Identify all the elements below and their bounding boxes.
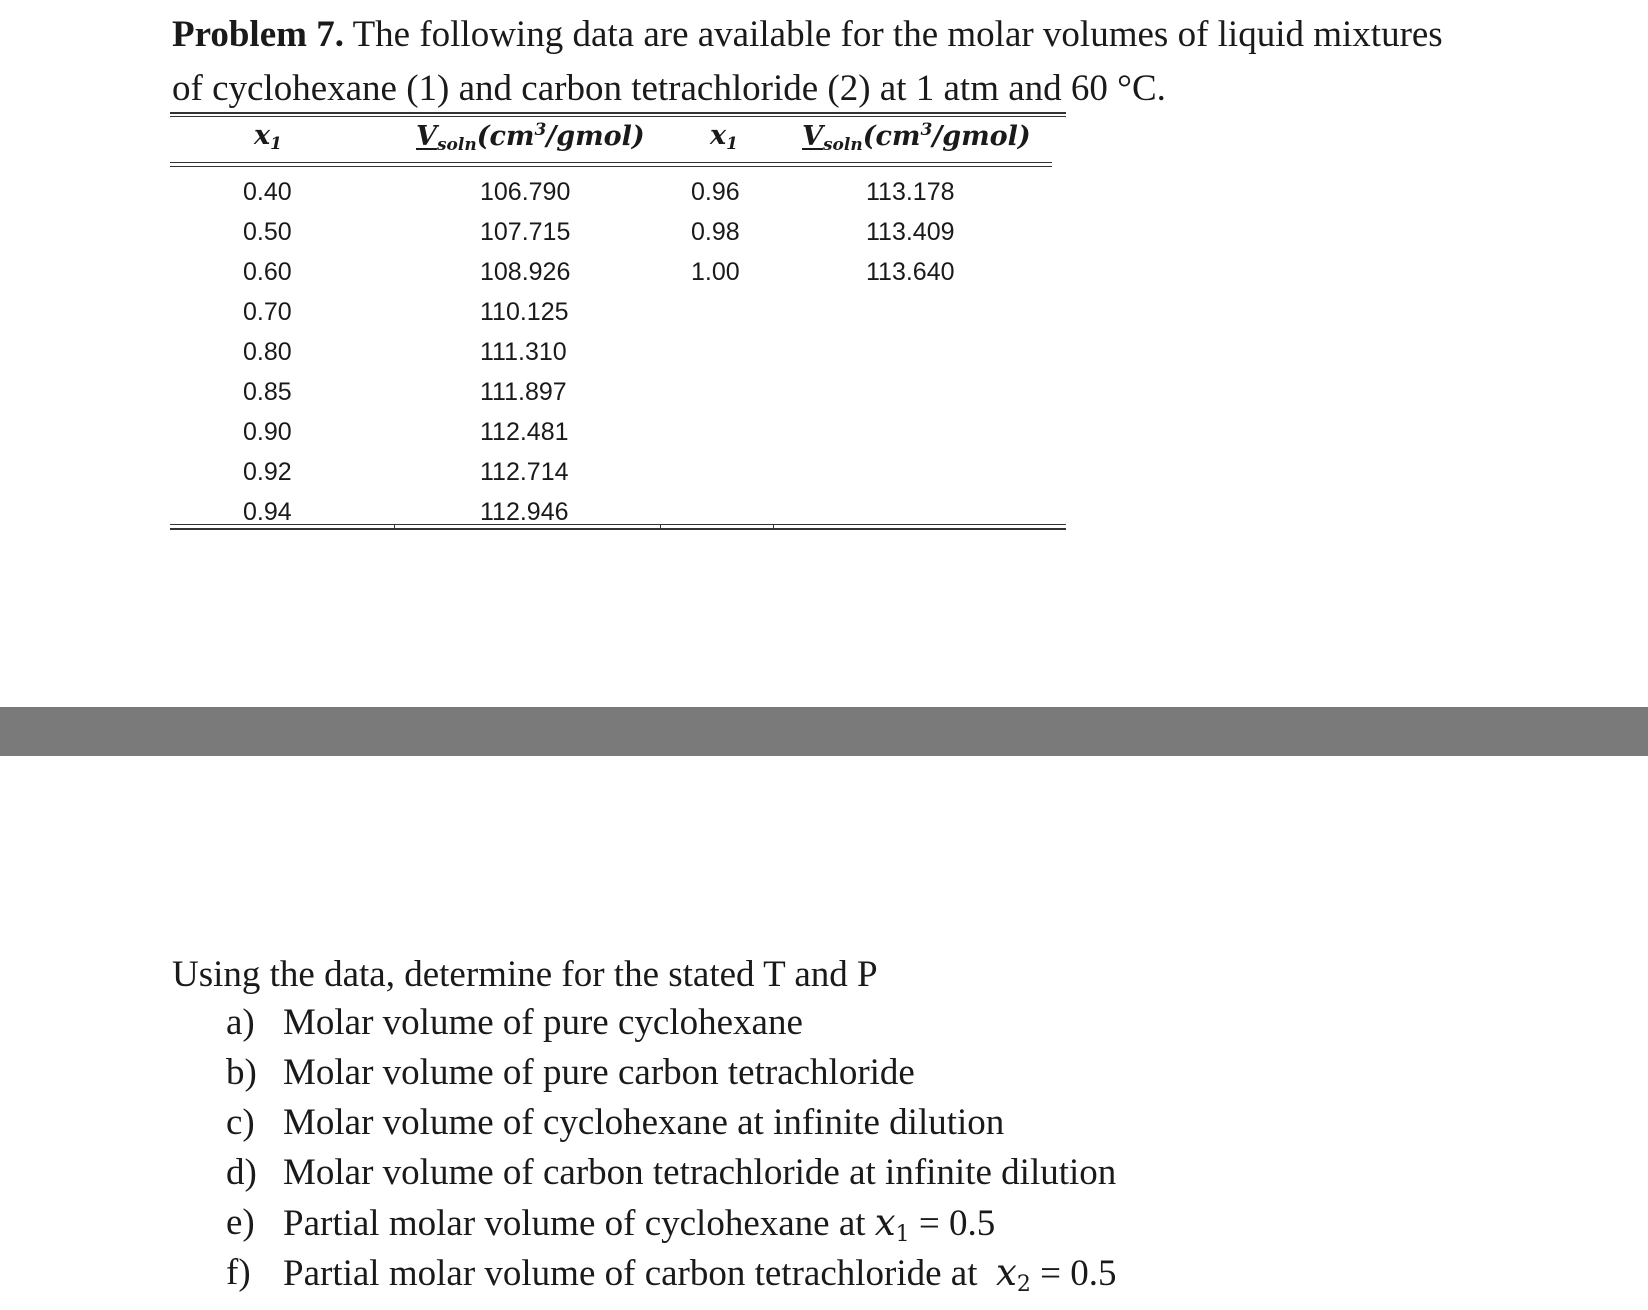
math-variable: $x_2$ xyxy=(996,1251,1031,1297)
problem-statement xyxy=(172,8,1612,116)
x1-cell: 1.00 xyxy=(691,258,740,286)
item-text: Partial molar volume of carbon tetrachloride at $x_2 = 0.5$ xyxy=(283,1251,1117,1297)
x1-cell: 0.92 xyxy=(243,458,292,486)
x1-cell: 0.98 xyxy=(691,218,740,246)
problem-line-1 xyxy=(172,8,1612,62)
x1-cell: 0.85 xyxy=(243,378,292,406)
vsoln-cell: 106.790 xyxy=(480,178,571,206)
vsoln-cell: 113.409 xyxy=(866,218,955,246)
x1-cell: 0.70 xyxy=(243,298,292,326)
vsoln-cell: 112.481 xyxy=(480,418,569,446)
item-label: f) xyxy=(226,1252,251,1293)
item-label: d) xyxy=(226,1152,257,1193)
x1-cell: 0.94 xyxy=(243,498,292,526)
table-bottom-rule xyxy=(170,524,1066,530)
table-row xyxy=(170,290,1066,330)
item-text: Molar volume of cyclohexane at infinite dilution xyxy=(283,1102,1005,1143)
header-x1-left: $x_1$ xyxy=(254,120,282,154)
item-label: e) xyxy=(226,1202,255,1243)
item-label: a) xyxy=(226,1002,255,1043)
table-row xyxy=(170,450,1066,490)
vsoln-cell: 113.640 xyxy=(866,258,955,286)
x1-cell: 0.90 xyxy=(243,418,292,446)
table-top-rule xyxy=(170,112,1066,117)
item-label: c) xyxy=(226,1102,255,1143)
vsoln-cell: 111.897 xyxy=(480,378,567,406)
table-row xyxy=(170,370,1066,410)
table-row xyxy=(170,170,1066,210)
problem-text-line-1: The following data are available for the molar volumes of liquid mixtures xyxy=(352,14,1443,55)
column-divider xyxy=(660,525,661,529)
item-text: Partial molar volume of cyclohexane at $x_1 = 0.5$ xyxy=(283,1201,996,1247)
x1-cell: 0.40 xyxy=(243,178,292,206)
problem-label: Problem 7. xyxy=(172,14,344,55)
vsoln-cell: 107.715 xyxy=(480,218,571,246)
table-row xyxy=(170,250,1066,290)
vsoln-cell: 110.125 xyxy=(480,298,569,326)
item-text: Molar volume of pure cyclohexane xyxy=(283,1002,803,1043)
math-variable: $x_1$ xyxy=(874,1201,910,1247)
header-vsoln-right: $V_{soln}(cm^3/gmol)$ xyxy=(802,120,1031,155)
problem-text-line-2: of cyclohexane (1) and carbon tetrachloride (2) at 1 atm and 60 °C. xyxy=(172,68,1166,109)
header-x1-right: $x_1$ xyxy=(710,120,738,154)
table-row xyxy=(170,210,1066,250)
x1-cell: 0.80 xyxy=(243,338,292,366)
question-intro: Using the data, determine for the stated T and P xyxy=(172,954,878,995)
vsoln-cell: 113.178 xyxy=(866,178,955,206)
vsoln-cell: 111.310 xyxy=(480,338,567,366)
table-header-rule xyxy=(170,162,1052,167)
column-divider xyxy=(394,525,395,529)
x1-cell: 0.60 xyxy=(243,258,292,286)
table-row xyxy=(170,330,1066,370)
x1-cell: 0.50 xyxy=(243,218,292,246)
item-text: Molar volume of pure carbon tetrachloride xyxy=(283,1052,915,1093)
table-row xyxy=(170,410,1066,450)
x1-cell: 0.96 xyxy=(691,178,740,206)
item-label: b) xyxy=(226,1052,257,1093)
vsoln-cell: 112.946 xyxy=(480,498,569,526)
item-text: Molar volume of carbon tetrachloride at infinite dilution xyxy=(283,1152,1117,1193)
page-separator-bar xyxy=(0,707,1648,756)
vsoln-cell: 108.926 xyxy=(480,258,571,286)
header-vsoln-left: $V_{soln}(cm^3/gmol)$ xyxy=(416,120,645,155)
column-divider xyxy=(773,525,774,529)
vsoln-cell: 112.714 xyxy=(480,458,569,486)
